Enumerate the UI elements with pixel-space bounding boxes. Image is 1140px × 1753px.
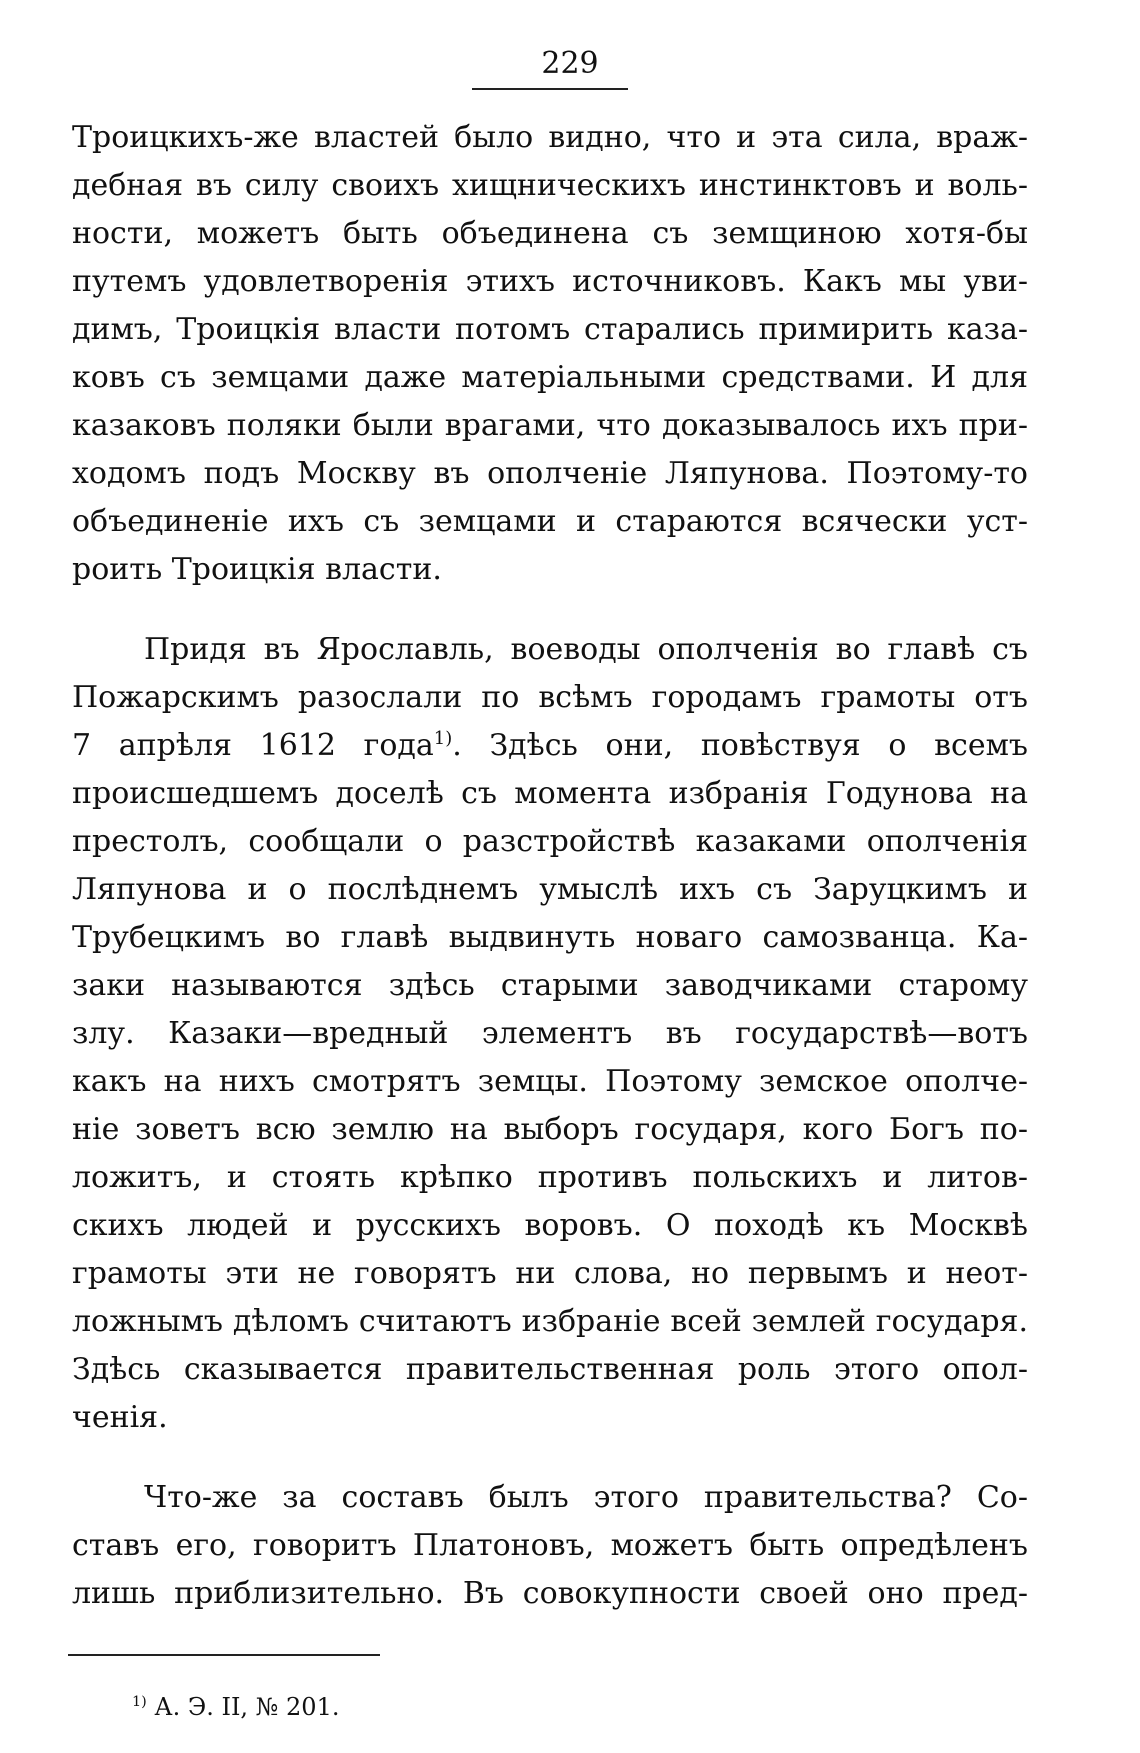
paragraph-2-line-8: заки называются здѣсь старыми заводчиками старому (72, 968, 1028, 1003)
paragraph-1-line-3: ности, можетъ быть объединена съ земщиною хотя-бы (72, 216, 1028, 251)
paragraph-2-line-10: какъ на нихъ смотрятъ земцы. Поэтому земское ополче- (72, 1064, 1028, 1099)
paragraph-1-line-9: объединеніе ихъ съ земцами и стараются всячески уст- (72, 504, 1028, 539)
paragraph-2-line-7: Трубецкимъ во главѣ выдвинуть новаго самозванца. Ка- (72, 920, 1028, 955)
paragraph-2-line-3 (72, 726, 1028, 766)
paragraph-2-line-1: Придя въ Ярославль, воеводы ополченія во главѣ съ (144, 632, 1028, 667)
paragraph-2-line-6: Ляпунова и о послѣднемъ умыслѣ ихъ съ Заруцкимъ и (72, 872, 1028, 907)
paragraph-2-line-11: ніе зоветъ всю землю на выборъ государя, кого Богъ по- (72, 1112, 1028, 1147)
paragraph-2-line-12: ложитъ, и стоять крѣпко противъ польскихъ и литов- (72, 1160, 1028, 1195)
paragraph-2-line-13: скихъ людей и русскихъ воровъ. О походѣ къ Москвѣ (72, 1208, 1028, 1243)
footnote-1-text: А. Э. II, № 201. (146, 1693, 340, 1721)
footnote-1-mark: 1) (132, 1694, 147, 1710)
paragraph-1-line-6: ковъ съ земцами даже матеріальными средствами. И для (72, 360, 1028, 395)
paragraph-2-line-2: Пожарскимъ разослали по всѣмъ городамъ грамоты отъ (72, 680, 1028, 715)
paragraph-1-line-5: димъ, Троицкія власти потомъ старались примирить каза- (72, 312, 1028, 347)
paragraph-2-line-5: престолъ, сообщали о разстройствѣ казаками ополченія (72, 824, 1028, 859)
footnote-reference-1: 1) (433, 728, 453, 749)
paragraph-1-line-7: казаковъ поляки были врагами, что доказывалось ихъ при- (72, 408, 1028, 443)
page-number-rule (472, 88, 628, 90)
paragraph-1-line-10: роить Троицкія власти. (72, 552, 442, 587)
footnote-separator (68, 1654, 380, 1656)
paragraph-2-line-4: происшедшемъ доселѣ съ момента избранія Годунова на (72, 776, 1028, 811)
paragraph-3-line-1: Что-же за составъ былъ этого правительства? Со- (144, 1480, 1028, 1515)
paragraph-1-line-4: путемъ удовлетворенія этихъ источниковъ. Какъ мы уви- (72, 264, 1028, 299)
paragraph-2-line-9: злу. Казаки—вредный элементъ въ государствѣ—вотъ (72, 1016, 1028, 1051)
paragraph-2-line-16: Здѣсь сказывается правительственная роль этого опол- (72, 1352, 1028, 1387)
footnote-1 (132, 1692, 339, 1722)
page-number: 229 (541, 46, 599, 81)
paragraph-2-line-3-end: . Здѣсь они, повѣствуя о всемъ (452, 728, 1029, 763)
paragraph-3-line-3: лишь приблизительно. Въ совокупности своей оно пред- (72, 1576, 1028, 1611)
paragraph-2-line-14: грамоты эти не говорятъ ни слова, но первымъ и неот- (72, 1256, 1028, 1291)
paragraph-2-line-17: ченія. (72, 1400, 168, 1435)
paragraph-1-line-2: дебная въ силу своихъ хищническихъ инстинктовъ и воль- (72, 168, 1028, 203)
paragraph-1-line-1: Троицкихъ-же властей было видно, что и эта сила, враж- (72, 120, 1028, 155)
paragraph-2-line-15: ложнымъ дѣломъ считаютъ избраніе всей землей государя. (72, 1304, 1028, 1339)
paragraph-2-line-3-start: 7 апрѣля 1612 года (72, 728, 434, 763)
paragraph-1-line-8: ходомъ подъ Москву въ ополченіе Ляпунова. Поэтому-то (72, 456, 1028, 491)
paragraph-3-line-2: ставъ его, говоритъ Платоновъ, можетъ быть опредѣленъ (72, 1528, 1028, 1563)
